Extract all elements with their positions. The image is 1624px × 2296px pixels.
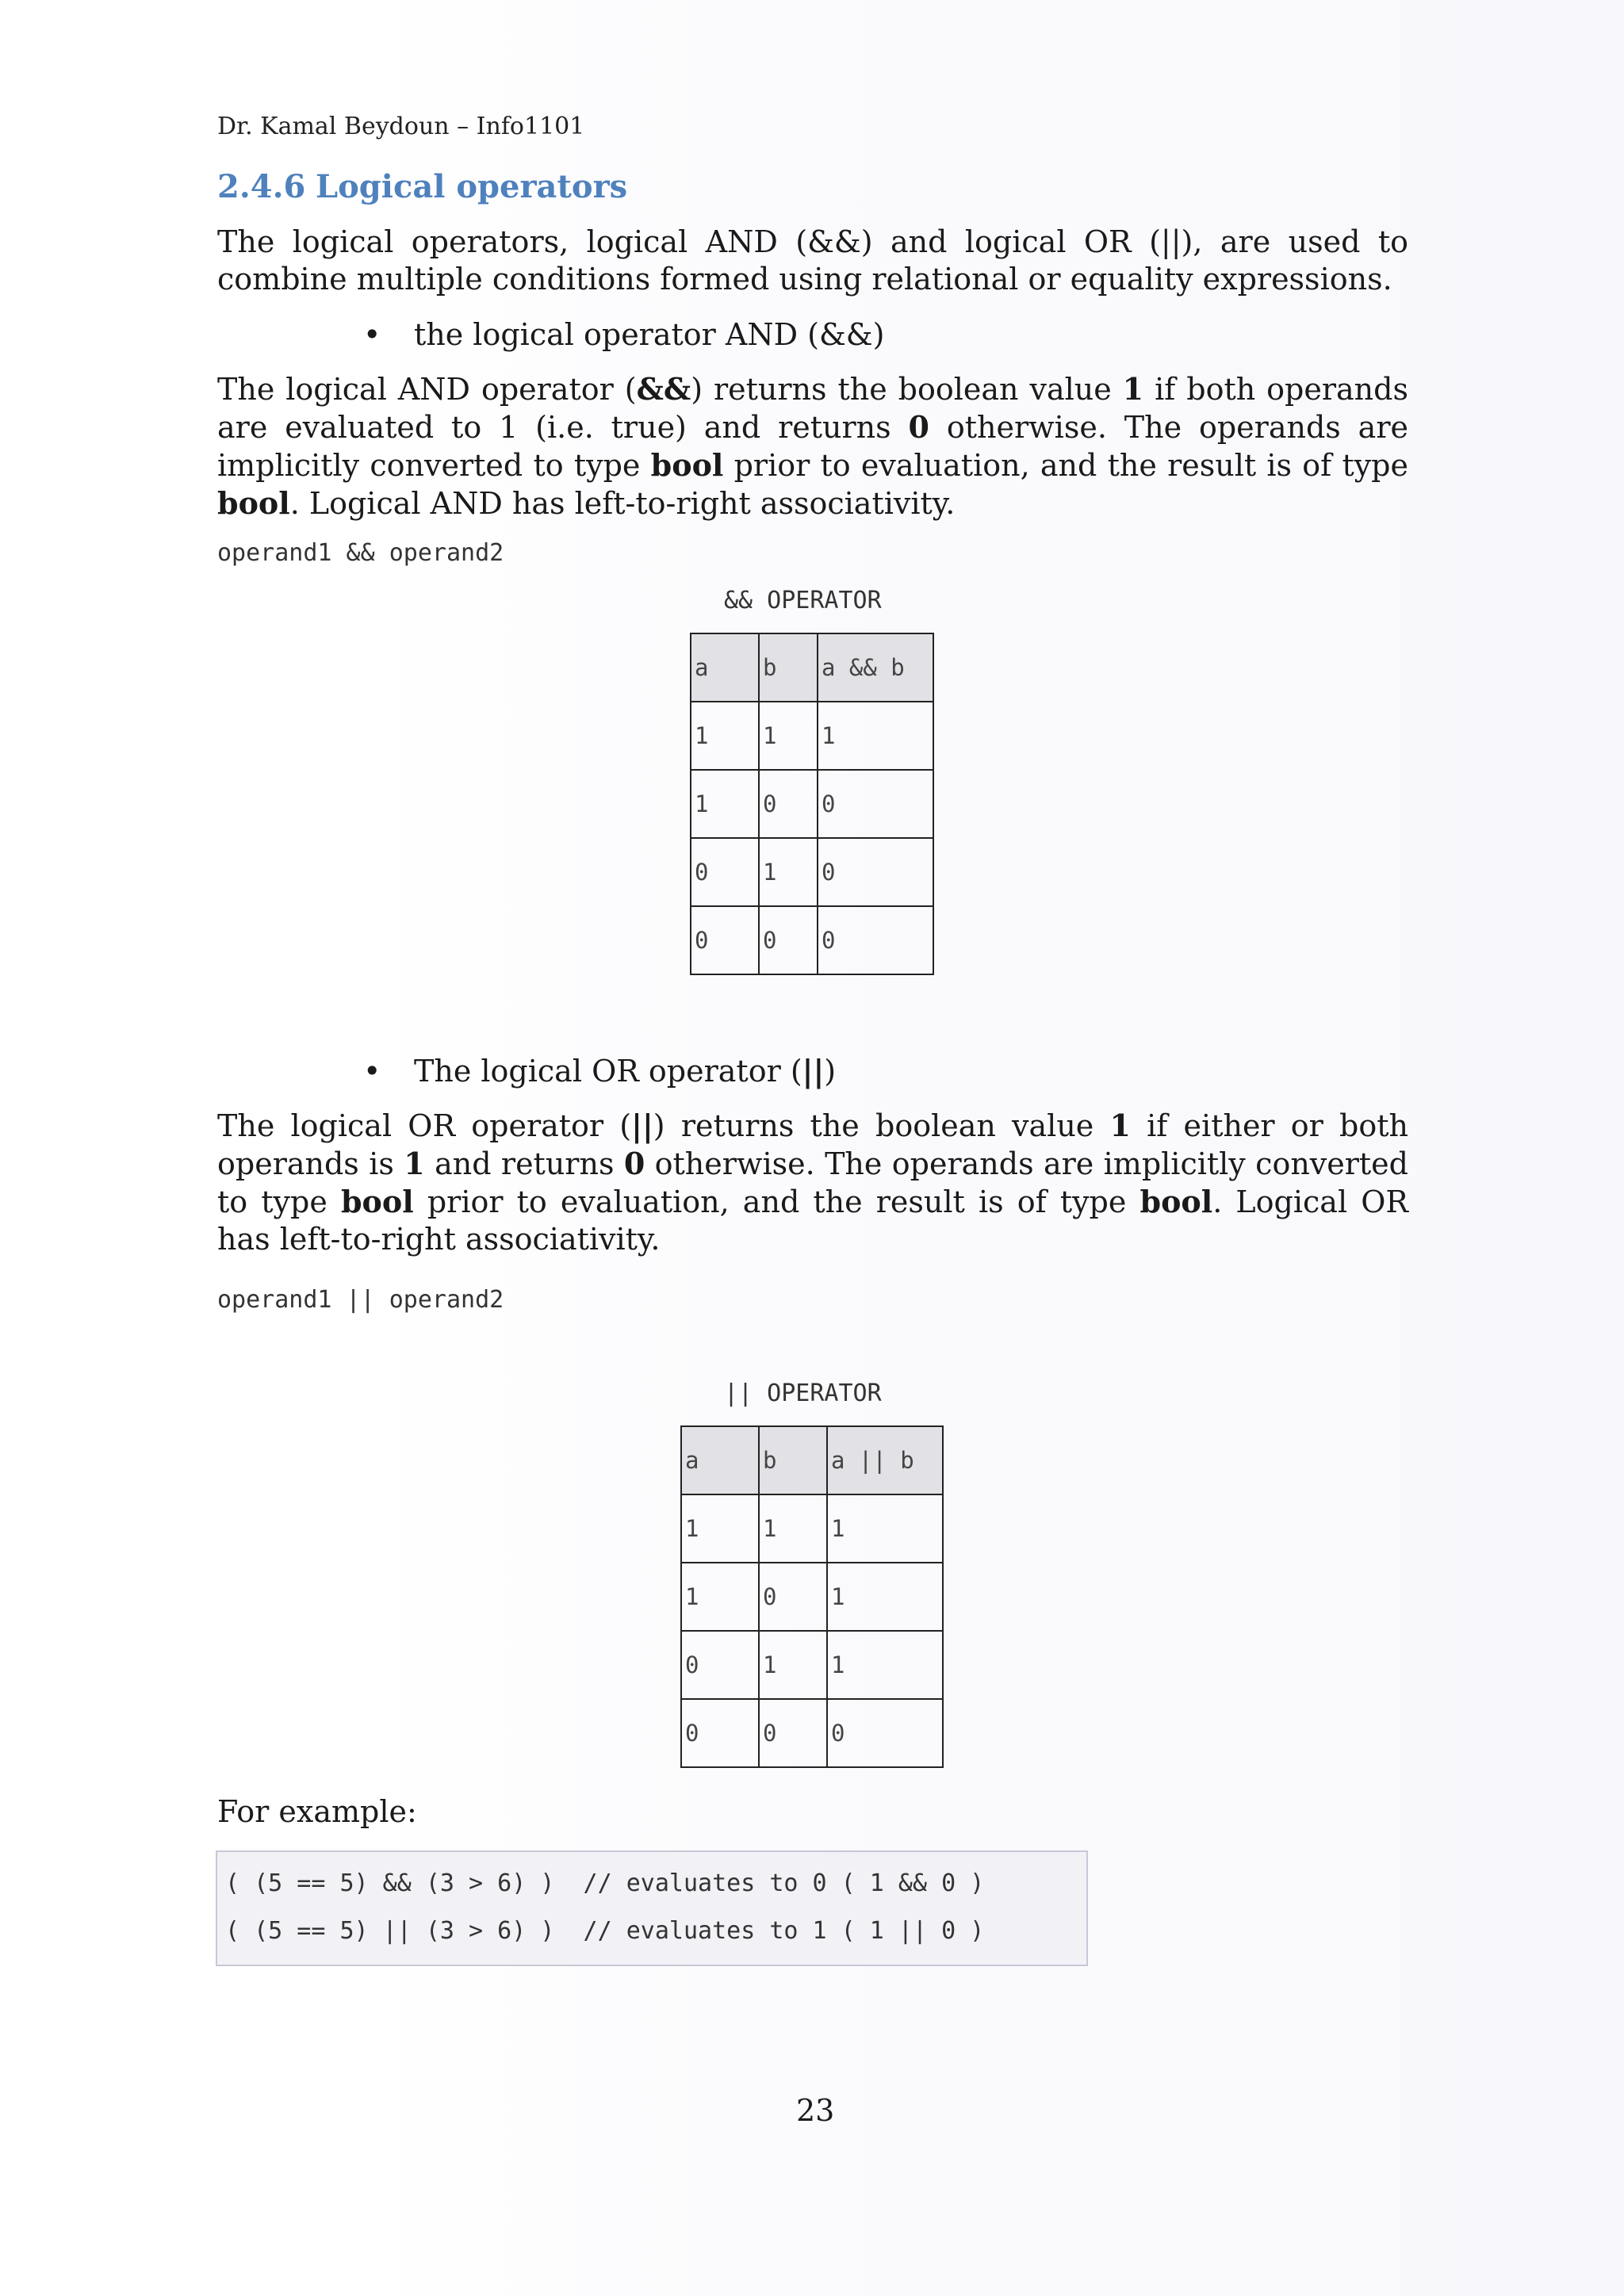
and-desc-bool: bool — [217, 485, 290, 521]
table-cell: 0 — [691, 838, 759, 906]
page-number: 23 — [796, 2093, 835, 2128]
table-header-cell: a — [691, 633, 759, 702]
example-line-2: ( (5 == 5) || (3 > 6) ) // evaluates to 1 ( 1 || 0 ) — [225, 1917, 985, 1945]
bullet-or-end: ) — [824, 1054, 837, 1089]
and-description — [217, 370, 1408, 522]
table-row — [691, 838, 933, 906]
table-cell: 0 — [759, 1563, 827, 1631]
or-desc-part: The logical OR operator ( — [217, 1108, 632, 1143]
table-header-cell: a || b — [827, 1426, 943, 1494]
or-desc-part: . Logical OR has left-to-right associativity. — [217, 1184, 1409, 1257]
table-header-cell: b — [759, 633, 818, 702]
and-desc-zero: 0 — [908, 409, 929, 445]
example-line-1: ( (5 == 5) && (3 > 6) ) // evaluates to 0 ( 1 && 0 ) — [225, 1869, 985, 1897]
table-header-row — [691, 633, 933, 702]
or-desc-zero: 0 — [623, 1146, 645, 1181]
bullet-and-text: the logical operator AND (&&) — [414, 317, 885, 352]
and-table-caption: && OPERATOR — [724, 587, 882, 614]
table-header-cell: a && b — [818, 633, 933, 702]
or-table-caption: || OPERATOR — [724, 1380, 882, 1407]
table-row — [691, 906, 933, 974]
and-desc-part: otherwise. The operands are implicitly converted to type — [217, 410, 1408, 483]
table-cell: 1 — [827, 1494, 943, 1563]
table-row — [681, 1563, 943, 1631]
table-cell: 0 — [759, 770, 818, 838]
table-header-cell: a — [681, 1426, 759, 1494]
table-cell: 1 — [827, 1631, 943, 1699]
section-number: 2.4.6 — [217, 168, 306, 205]
table-cell: 1 — [759, 838, 818, 906]
or-syntax: operand1 || operand2 — [217, 1286, 504, 1314]
table-cell: 1 — [759, 1494, 827, 1563]
and-desc-part: ) returns the boolean value — [691, 372, 1123, 407]
or-desc-part: and returns — [424, 1146, 624, 1181]
or-truth-table — [680, 1425, 944, 1768]
table-cell: 0 — [827, 1699, 943, 1767]
section-heading — [217, 168, 627, 205]
and-desc-part: if both operands are evaluated to 1 (i.e. true) and returns — [217, 372, 1408, 445]
table-header-row — [681, 1426, 943, 1494]
table-row — [691, 770, 933, 838]
bullet-or-operator: || — [802, 1053, 825, 1089]
and-desc-part: . Logical AND has left-to-right associativity. — [289, 486, 956, 521]
table-cell: 1 — [827, 1563, 943, 1631]
table-cell: 1 — [759, 702, 818, 770]
or-desc-part: prior to evaluation, and the result is of type — [413, 1184, 1140, 1219]
table-cell: 1 — [691, 702, 759, 770]
bullet-or — [363, 1053, 836, 1089]
section-title: Logical operators — [316, 168, 628, 205]
bullet-icon: • — [363, 1054, 381, 1089]
and-desc-part: The logical AND operator ( — [217, 372, 637, 407]
or-desc-one: 1 — [1109, 1108, 1131, 1143]
and-desc-one: 1 — [1122, 371, 1144, 407]
table-cell: 0 — [691, 906, 759, 974]
and-desc-part: prior to evaluation, and the result is of type — [723, 448, 1408, 483]
table-cell: 0 — [818, 906, 933, 974]
table-row — [691, 702, 933, 770]
or-desc-part: ) returns the boolean value — [653, 1108, 1110, 1143]
table-cell: 0 — [759, 906, 818, 974]
table-header-cell: b — [759, 1426, 827, 1494]
table-cell: 1 — [818, 702, 933, 770]
intro-paragraph: The logical operators, logical AND (&&) and logical OR (||), are used to combine multiple conditions formed using relational or equality expressions. — [217, 224, 1408, 297]
bullet-or-text: The logical OR operator ( — [414, 1054, 802, 1089]
table-cell: 1 — [681, 1494, 759, 1563]
bullet-icon: • — [363, 317, 381, 352]
or-desc-bool: bool — [340, 1184, 414, 1219]
and-desc-bool: bool — [650, 447, 724, 483]
or-description — [217, 1107, 1408, 1258]
or-desc-bool: bool — [1139, 1184, 1213, 1219]
bullet-and — [363, 317, 884, 352]
page-header: Dr. Kamal Beydoun – Info1101 — [217, 113, 585, 140]
or-desc-one: 1 — [404, 1146, 425, 1181]
table-cell: 1 — [681, 1563, 759, 1631]
table-cell: 0 — [759, 1699, 827, 1767]
table-row — [681, 1631, 943, 1699]
and-syntax: operand1 && operand2 — [217, 539, 504, 567]
or-desc-part: otherwise. The operands are implicitly converted to type — [217, 1146, 1408, 1219]
table-cell: 0 — [681, 1699, 759, 1767]
table-cell: 1 — [759, 1631, 827, 1699]
table-row — [681, 1699, 943, 1767]
example-label: For example: — [217, 1794, 417, 1829]
and-truth-table — [690, 633, 934, 975]
table-cell: 0 — [818, 838, 933, 906]
or-desc-operator: || — [631, 1108, 653, 1143]
table-cell: 1 — [691, 770, 759, 838]
table-row — [681, 1494, 943, 1563]
table-cell: 0 — [818, 770, 933, 838]
example-code-box — [216, 1850, 1088, 1966]
or-desc-part: if either or both operands is — [217, 1108, 1408, 1181]
and-desc-operator: && — [636, 371, 691, 407]
table-cell: 0 — [681, 1631, 759, 1699]
